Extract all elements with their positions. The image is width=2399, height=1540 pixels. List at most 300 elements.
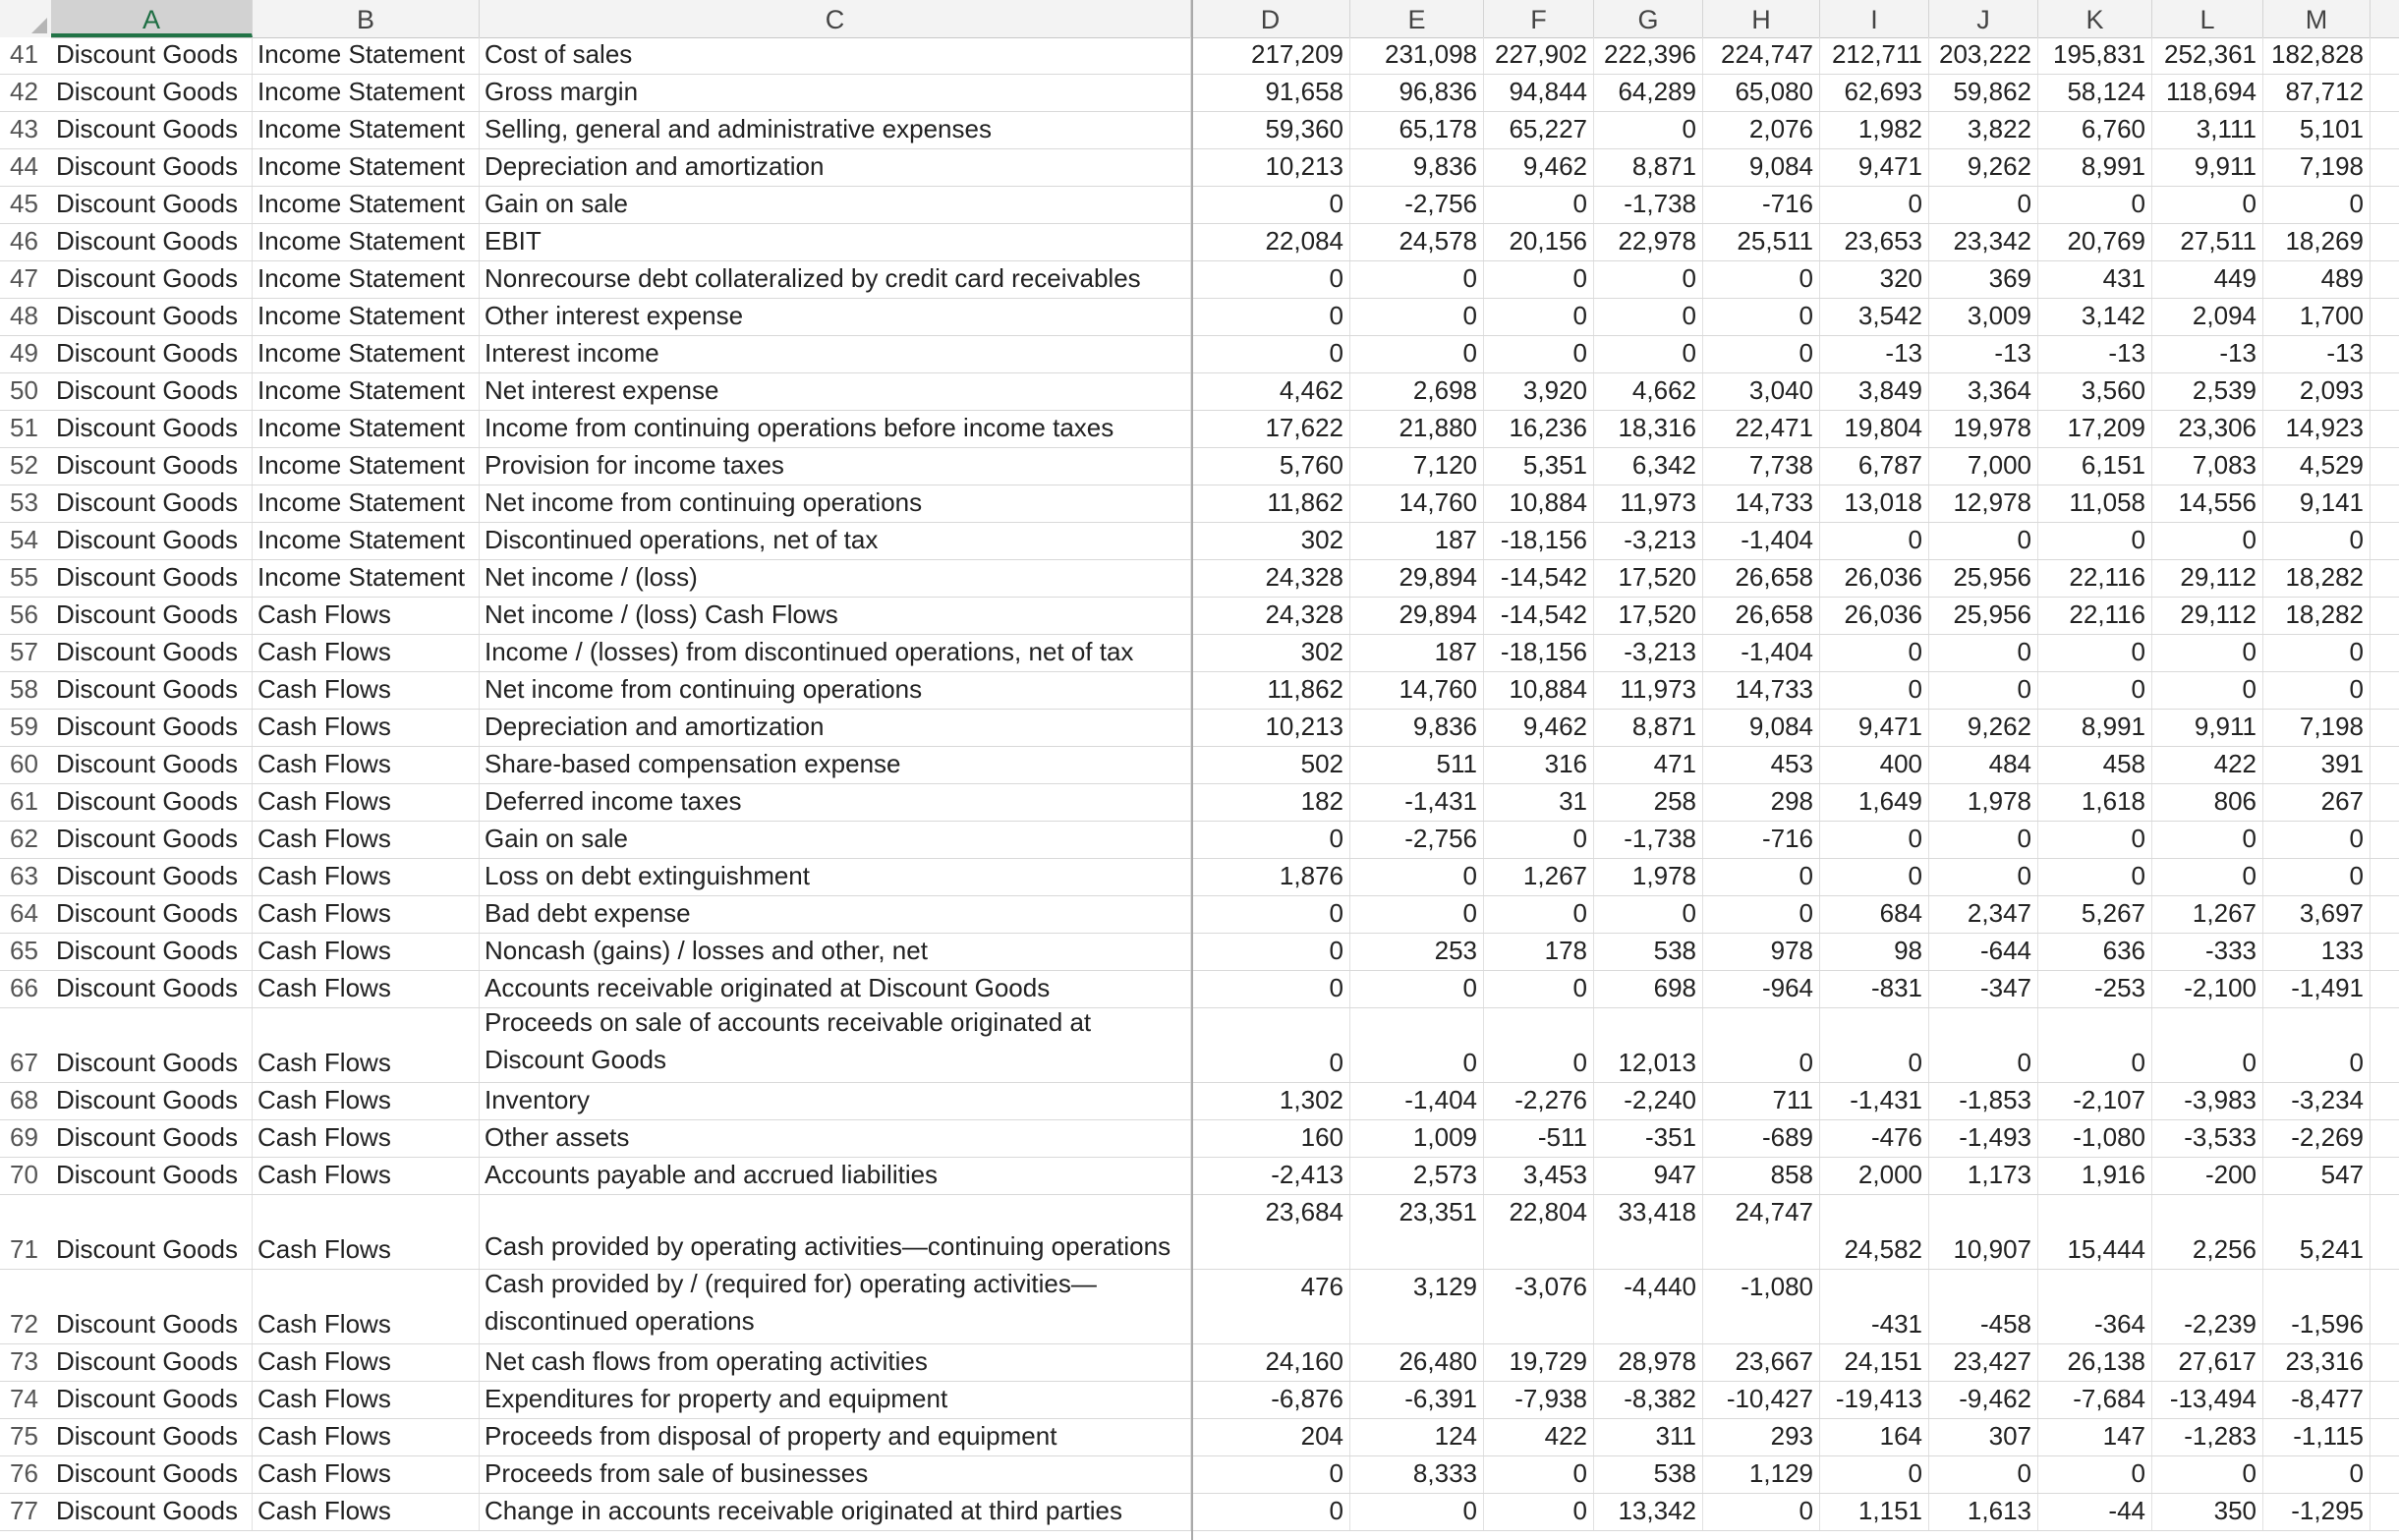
- cell-i[interactable]: 0: [1820, 822, 1929, 858]
- row-header[interactable]: 49: [0, 336, 51, 372]
- cell-f[interactable]: 3,453: [1484, 1158, 1594, 1194]
- cell-e[interactable]: 8,333: [1350, 1456, 1484, 1493]
- cell-e[interactable]: 23,351: [1350, 1195, 1484, 1269]
- cell-j[interactable]: 12,978: [1929, 485, 2038, 522]
- cell-g[interactable]: -1,738: [1594, 822, 1703, 858]
- cell-d[interactable]: 204: [1191, 1419, 1350, 1455]
- cell-k[interactable]: 458: [2038, 747, 2152, 783]
- cell-a[interactable]: Discount Goods: [51, 1494, 253, 1530]
- cell-c[interactable]: Proceeds from sale of businesses: [480, 1456, 1191, 1493]
- row-header[interactable]: 43: [0, 112, 51, 148]
- cell-j[interactable]: 0: [1929, 822, 2038, 858]
- cell-d[interactable]: -2,413: [1191, 1158, 1350, 1194]
- cell-l[interactable]: 7,083: [2152, 448, 2263, 485]
- cell-f[interactable]: 0: [1484, 187, 1594, 223]
- cell-c[interactable]: Cost of sales: [480, 37, 1191, 74]
- cell-c[interactable]: Accounts payable and accrued liabilities: [480, 1158, 1191, 1194]
- row-header[interactable]: 52: [0, 448, 51, 485]
- cell-k[interactable]: 3,560: [2038, 373, 2152, 410]
- cell-h[interactable]: 0: [1703, 1494, 1820, 1530]
- cell-d[interactable]: 0: [1191, 934, 1350, 970]
- cell-d[interactable]: 0: [1191, 299, 1350, 335]
- cell-i[interactable]: 1,151: [1820, 1494, 1929, 1530]
- cell-c[interactable]: Inventory: [480, 1083, 1191, 1119]
- cell-l[interactable]: 2,256: [2152, 1195, 2263, 1269]
- cell-a[interactable]: Discount Goods: [51, 1344, 253, 1381]
- cell-h[interactable]: 9,084: [1703, 710, 1820, 746]
- cell-i[interactable]: 62,693: [1820, 75, 1929, 111]
- cell-i[interactable]: 1,649: [1820, 784, 1929, 821]
- cell-i[interactable]: 23,653: [1820, 224, 1929, 260]
- cell-b[interactable]: Income Statement: [253, 373, 480, 410]
- cell-f[interactable]: 1,267: [1484, 859, 1594, 895]
- cell-c[interactable]: Proceeds from disposal of property and equipment: [480, 1419, 1191, 1455]
- cell-a[interactable]: Discount Goods: [51, 523, 253, 559]
- cell-h[interactable]: 7,738: [1703, 448, 1820, 485]
- cell-l[interactable]: 29,112: [2152, 598, 2263, 634]
- cell-f[interactable]: 9,462: [1484, 149, 1594, 186]
- cell-l[interactable]: 0: [2152, 859, 2263, 895]
- cell-j[interactable]: -644: [1929, 934, 2038, 970]
- cell-c[interactable]: Other assets: [480, 1120, 1191, 1157]
- cell-i[interactable]: 1,982: [1820, 112, 1929, 148]
- cell-j[interactable]: 1,613: [1929, 1494, 2038, 1530]
- cell-h[interactable]: -716: [1703, 187, 1820, 223]
- cell-h[interactable]: 22,471: [1703, 411, 1820, 447]
- cell-j[interactable]: 25,956: [1929, 560, 2038, 597]
- cell-g[interactable]: 17,520: [1594, 598, 1703, 634]
- cell-f[interactable]: 316: [1484, 747, 1594, 783]
- cell-j[interactable]: 0: [1929, 672, 2038, 709]
- cell-h[interactable]: 26,658: [1703, 598, 1820, 634]
- cell-m[interactable]: 9,141: [2263, 485, 2370, 522]
- cell-k[interactable]: 20,769: [2038, 224, 2152, 260]
- cell-h[interactable]: 24,747: [1703, 1195, 1820, 1269]
- cell-k[interactable]: 3,142: [2038, 299, 2152, 335]
- cell-g[interactable]: -2,240: [1594, 1083, 1703, 1119]
- cell-f[interactable]: -2,276: [1484, 1083, 1594, 1119]
- row-header[interactable]: 72: [0, 1270, 51, 1343]
- cell-c[interactable]: Accounts receivable originated at Discount Goods: [480, 971, 1191, 1007]
- cell-h[interactable]: 1,129: [1703, 1456, 1820, 1493]
- cell-h[interactable]: 0: [1703, 336, 1820, 372]
- cell-g[interactable]: 13,342: [1594, 1494, 1703, 1530]
- cell-j[interactable]: -9,462: [1929, 1382, 2038, 1418]
- cell-i[interactable]: 9,471: [1820, 710, 1929, 746]
- cell-l[interactable]: 2,094: [2152, 299, 2263, 335]
- row-header[interactable]: 50: [0, 373, 51, 410]
- cell-l[interactable]: 0: [2152, 1008, 2263, 1082]
- row-header[interactable]: 54: [0, 523, 51, 559]
- cell-j[interactable]: 25,956: [1929, 598, 2038, 634]
- cell-b[interactable]: Cash Flows: [253, 934, 480, 970]
- cell-j[interactable]: -13: [1929, 336, 2038, 372]
- cell-b[interactable]: Cash Flows: [253, 1419, 480, 1455]
- cell-c[interactable]: Depreciation and amortization: [480, 710, 1191, 746]
- cell-k[interactable]: 0: [2038, 859, 2152, 895]
- cell-f[interactable]: 0: [1484, 1494, 1594, 1530]
- cell-i[interactable]: 684: [1820, 896, 1929, 933]
- cell-k[interactable]: 1,916: [2038, 1158, 2152, 1194]
- cell-e[interactable]: 187: [1350, 523, 1484, 559]
- cell-b[interactable]: Cash Flows: [253, 859, 480, 895]
- cell-g[interactable]: 8,871: [1594, 149, 1703, 186]
- cell-e[interactable]: 26,480: [1350, 1344, 1484, 1381]
- cell-d[interactable]: 22,084: [1191, 224, 1350, 260]
- cell-i[interactable]: 13,018: [1820, 485, 1929, 522]
- cell-d[interactable]: 0: [1191, 1456, 1350, 1493]
- cell-d[interactable]: -6,876: [1191, 1382, 1350, 1418]
- cell-g[interactable]: 11,973: [1594, 485, 1703, 522]
- cell-a[interactable]: Discount Goods: [51, 1270, 253, 1343]
- cell-f[interactable]: 22,804: [1484, 1195, 1594, 1269]
- cell-c[interactable]: Provision for income taxes: [480, 448, 1191, 485]
- row-header[interactable]: 51: [0, 411, 51, 447]
- cell-m[interactable]: 18,282: [2263, 598, 2370, 634]
- cell-l[interactable]: 422: [2152, 747, 2263, 783]
- cell-d[interactable]: 5,760: [1191, 448, 1350, 485]
- cell-i[interactable]: 0: [1820, 187, 1929, 223]
- row-header[interactable]: 67: [0, 1008, 51, 1082]
- cell-j[interactable]: 0: [1929, 1456, 2038, 1493]
- column-header-c[interactable]: C: [480, 0, 1191, 37]
- cell-f[interactable]: 0: [1484, 822, 1594, 858]
- cell-c[interactable]: Net income from continuing operations: [480, 485, 1191, 522]
- cell-c[interactable]: Proceeds on sale of accounts receivable originated at Discount Goods: [480, 1008, 1191, 1082]
- cell-k[interactable]: -1,080: [2038, 1120, 2152, 1157]
- cell-j[interactable]: -1,493: [1929, 1120, 2038, 1157]
- cell-f[interactable]: 0: [1484, 896, 1594, 933]
- cell-e[interactable]: 0: [1350, 1008, 1484, 1082]
- cell-m[interactable]: 547: [2263, 1158, 2370, 1194]
- cell-m[interactable]: -3,234: [2263, 1083, 2370, 1119]
- cell-a[interactable]: Discount Goods: [51, 448, 253, 485]
- cell-k[interactable]: -253: [2038, 971, 2152, 1007]
- cell-i[interactable]: -19,413: [1820, 1382, 1929, 1418]
- cell-c[interactable]: Cash provided by operating activities—continuing operations: [480, 1195, 1191, 1269]
- cell-l[interactable]: 9,911: [2152, 710, 2263, 746]
- cell-m[interactable]: -1,295: [2263, 1494, 2370, 1530]
- cell-c[interactable]: Loss on debt extinguishment: [480, 859, 1191, 895]
- row-header[interactable]: 55: [0, 560, 51, 597]
- cell-g[interactable]: 18,316: [1594, 411, 1703, 447]
- cell-l[interactable]: 0: [2152, 672, 2263, 709]
- cell-c[interactable]: Share-based compensation expense: [480, 747, 1191, 783]
- cell-g[interactable]: 17,520: [1594, 560, 1703, 597]
- cell-l[interactable]: 0: [2152, 523, 2263, 559]
- cell-a[interactable]: Discount Goods: [51, 747, 253, 783]
- cell-b[interactable]: Cash Flows: [253, 784, 480, 821]
- column-header-f[interactable]: F: [1484, 0, 1594, 37]
- cell-f[interactable]: 94,844: [1484, 75, 1594, 111]
- cell-a[interactable]: Discount Goods: [51, 598, 253, 634]
- cell-k[interactable]: 58,124: [2038, 75, 2152, 111]
- cell-k[interactable]: 15,444: [2038, 1195, 2152, 1269]
- cell-e[interactable]: 7,120: [1350, 448, 1484, 485]
- row-header[interactable]: 48: [0, 299, 51, 335]
- cell-i[interactable]: -476: [1820, 1120, 1929, 1157]
- cell-h[interactable]: 14,733: [1703, 672, 1820, 709]
- cell-k[interactable]: 6,760: [2038, 112, 2152, 148]
- cell-d[interactable]: 11,862: [1191, 485, 1350, 522]
- cell-c[interactable]: Nonrecourse debt collateralized by credit card receivables: [480, 261, 1191, 298]
- cell-e[interactable]: 9,836: [1350, 710, 1484, 746]
- cell-b[interactable]: Income Statement: [253, 187, 480, 223]
- cell-d[interactable]: 24,328: [1191, 560, 1350, 597]
- cell-e[interactable]: 511: [1350, 747, 1484, 783]
- row-header[interactable]: 68: [0, 1083, 51, 1119]
- cell-d[interactable]: 24,328: [1191, 598, 1350, 634]
- cell-c[interactable]: Gross margin: [480, 75, 1191, 111]
- cell-m[interactable]: -13: [2263, 336, 2370, 372]
- cell-c[interactable]: Change in accounts receivable originated at third parties: [480, 1494, 1191, 1530]
- cell-d[interactable]: 0: [1191, 1494, 1350, 1530]
- cell-g[interactable]: 28,978: [1594, 1344, 1703, 1381]
- cell-c[interactable]: Net income / (loss): [480, 560, 1191, 597]
- cell-a[interactable]: Discount Goods: [51, 224, 253, 260]
- cell-i[interactable]: 98: [1820, 934, 1929, 970]
- cell-e[interactable]: 65,178: [1350, 112, 1484, 148]
- cell-m[interactable]: 0: [2263, 859, 2370, 895]
- cell-d[interactable]: 1,876: [1191, 859, 1350, 895]
- cell-b[interactable]: Income Statement: [253, 224, 480, 260]
- cell-a[interactable]: Discount Goods: [51, 896, 253, 933]
- cell-e[interactable]: 0: [1350, 971, 1484, 1007]
- cell-e[interactable]: 231,098: [1350, 37, 1484, 74]
- cell-b[interactable]: Cash Flows: [253, 1494, 480, 1530]
- cell-k[interactable]: 5,267: [2038, 896, 2152, 933]
- row-header[interactable]: 66: [0, 971, 51, 1007]
- cell-e[interactable]: -1,404: [1350, 1083, 1484, 1119]
- cell-f[interactable]: 227,902: [1484, 37, 1594, 74]
- cell-b[interactable]: Cash Flows: [253, 1120, 480, 1157]
- cell-a[interactable]: Discount Goods: [51, 37, 253, 74]
- cell-i[interactable]: -13: [1820, 336, 1929, 372]
- cell-l[interactable]: -1,283: [2152, 1419, 2263, 1455]
- row-header[interactable]: 46: [0, 224, 51, 260]
- cell-d[interactable]: 23,684: [1191, 1195, 1350, 1269]
- cell-a[interactable]: Discount Goods: [51, 822, 253, 858]
- cell-a[interactable]: Discount Goods: [51, 1456, 253, 1493]
- row-header[interactable]: 45: [0, 187, 51, 223]
- cell-f[interactable]: 178: [1484, 934, 1594, 970]
- cell-d[interactable]: 0: [1191, 822, 1350, 858]
- cell-a[interactable]: Discount Goods: [51, 149, 253, 186]
- frozen-pane-divider[interactable]: [1191, 0, 1193, 1540]
- cell-g[interactable]: 0: [1594, 112, 1703, 148]
- cell-b[interactable]: Income Statement: [253, 448, 480, 485]
- cell-f[interactable]: -7,938: [1484, 1382, 1594, 1418]
- cell-h[interactable]: 0: [1703, 1008, 1820, 1082]
- cell-b[interactable]: Cash Flows: [253, 1195, 480, 1269]
- row-header[interactable]: 73: [0, 1344, 51, 1381]
- cell-i[interactable]: 24,151: [1820, 1344, 1929, 1381]
- column-header-h[interactable]: H: [1703, 0, 1820, 37]
- cell-j[interactable]: 0: [1929, 187, 2038, 223]
- cell-a[interactable]: Discount Goods: [51, 934, 253, 970]
- cell-l[interactable]: 0: [2152, 822, 2263, 858]
- cell-e[interactable]: 124: [1350, 1419, 1484, 1455]
- cell-m[interactable]: 5,101: [2263, 112, 2370, 148]
- row-header[interactable]: 71: [0, 1195, 51, 1269]
- cell-e[interactable]: 253: [1350, 934, 1484, 970]
- cell-e[interactable]: 2,573: [1350, 1158, 1484, 1194]
- cell-m[interactable]: 0: [2263, 1456, 2370, 1493]
- cell-i[interactable]: 0: [1820, 1456, 1929, 1493]
- cell-d[interactable]: 160: [1191, 1120, 1350, 1157]
- cell-i[interactable]: 0: [1820, 672, 1929, 709]
- cell-j[interactable]: 19,978: [1929, 411, 2038, 447]
- cell-e[interactable]: 0: [1350, 336, 1484, 372]
- cell-l[interactable]: -2,239: [2152, 1270, 2263, 1343]
- cell-j[interactable]: 9,262: [1929, 149, 2038, 186]
- cell-a[interactable]: Discount Goods: [51, 560, 253, 597]
- cell-b[interactable]: Income Statement: [253, 560, 480, 597]
- cell-m[interactable]: 133: [2263, 934, 2370, 970]
- cell-i[interactable]: 164: [1820, 1419, 1929, 1455]
- cell-g[interactable]: 222,396: [1594, 37, 1703, 74]
- cell-i[interactable]: 26,036: [1820, 560, 1929, 597]
- cell-j[interactable]: 7,000: [1929, 448, 2038, 485]
- cell-j[interactable]: 59,862: [1929, 75, 2038, 111]
- cell-d[interactable]: 476: [1191, 1270, 1350, 1343]
- cell-f[interactable]: 0: [1484, 336, 1594, 372]
- column-header-b[interactable]: B: [253, 0, 480, 37]
- cell-e[interactable]: -2,756: [1350, 822, 1484, 858]
- cell-a[interactable]: Discount Goods: [51, 1419, 253, 1455]
- cell-m[interactable]: -1,115: [2263, 1419, 2370, 1455]
- cell-a[interactable]: Discount Goods: [51, 710, 253, 746]
- cell-k[interactable]: 0: [2038, 822, 2152, 858]
- cell-b[interactable]: Cash Flows: [253, 1083, 480, 1119]
- cell-c[interactable]: Discontinued operations, net of tax: [480, 523, 1191, 559]
- row-header[interactable]: 74: [0, 1382, 51, 1418]
- cell-i[interactable]: 19,804: [1820, 411, 1929, 447]
- cell-e[interactable]: 29,894: [1350, 560, 1484, 597]
- cell-j[interactable]: 3,009: [1929, 299, 2038, 335]
- cell-b[interactable]: Cash Flows: [253, 635, 480, 671]
- cell-k[interactable]: -44: [2038, 1494, 2152, 1530]
- cell-l[interactable]: 27,511: [2152, 224, 2263, 260]
- cell-f[interactable]: 422: [1484, 1419, 1594, 1455]
- cell-j[interactable]: 1,173: [1929, 1158, 2038, 1194]
- cell-f[interactable]: -18,156: [1484, 635, 1594, 671]
- select-all-corner[interactable]: [0, 0, 52, 37]
- cell-d[interactable]: 17,622: [1191, 411, 1350, 447]
- cell-c[interactable]: Noncash (gains) / losses and other, net: [480, 934, 1191, 970]
- cell-e[interactable]: 0: [1350, 261, 1484, 298]
- column-header-g[interactable]: G: [1594, 0, 1703, 37]
- cell-d[interactable]: 182: [1191, 784, 1350, 821]
- cell-d[interactable]: 10,213: [1191, 149, 1350, 186]
- cell-h[interactable]: 858: [1703, 1158, 1820, 1194]
- row-header[interactable]: 56: [0, 598, 51, 634]
- cell-h[interactable]: -1,080: [1703, 1270, 1820, 1343]
- row-header[interactable]: 63: [0, 859, 51, 895]
- cell-d[interactable]: 0: [1191, 1008, 1350, 1082]
- cell-a[interactable]: Discount Goods: [51, 261, 253, 298]
- row-header[interactable]: 47: [0, 261, 51, 298]
- cell-l[interactable]: 14,556: [2152, 485, 2263, 522]
- cell-k[interactable]: 636: [2038, 934, 2152, 970]
- cell-k[interactable]: -2,107: [2038, 1083, 2152, 1119]
- cell-k[interactable]: 431: [2038, 261, 2152, 298]
- cell-f[interactable]: 20,156: [1484, 224, 1594, 260]
- cell-m[interactable]: 23,316: [2263, 1344, 2370, 1381]
- cell-l[interactable]: 350: [2152, 1494, 2263, 1530]
- row-header[interactable]: 70: [0, 1158, 51, 1194]
- cell-g[interactable]: 22,978: [1594, 224, 1703, 260]
- cell-l[interactable]: 252,361: [2152, 37, 2263, 74]
- cell-m[interactable]: 0: [2263, 523, 2370, 559]
- cell-e[interactable]: 0: [1350, 859, 1484, 895]
- cell-c[interactable]: Other interest expense: [480, 299, 1191, 335]
- cell-b[interactable]: Cash Flows: [253, 1008, 480, 1082]
- row-header[interactable]: 44: [0, 149, 51, 186]
- cell-g[interactable]: 12,013: [1594, 1008, 1703, 1082]
- cell-f[interactable]: 0: [1484, 1456, 1594, 1493]
- cell-a[interactable]: Discount Goods: [51, 635, 253, 671]
- cell-m[interactable]: 4,529: [2263, 448, 2370, 485]
- cell-l[interactable]: 0: [2152, 1456, 2263, 1493]
- cell-l[interactable]: 0: [2152, 635, 2263, 671]
- cell-g[interactable]: 4,662: [1594, 373, 1703, 410]
- cell-i[interactable]: 26,036: [1820, 598, 1929, 634]
- cell-a[interactable]: Discount Goods: [51, 1382, 253, 1418]
- cell-m[interactable]: 489: [2263, 261, 2370, 298]
- cell-e[interactable]: 1,009: [1350, 1120, 1484, 1157]
- row-header[interactable]: 58: [0, 672, 51, 709]
- row-header[interactable]: 65: [0, 934, 51, 970]
- cell-m[interactable]: 182,828: [2263, 37, 2370, 74]
- cell-h[interactable]: 293: [1703, 1419, 1820, 1455]
- cell-h[interactable]: 9,084: [1703, 149, 1820, 186]
- cell-l[interactable]: -200: [2152, 1158, 2263, 1194]
- cell-m[interactable]: 267: [2263, 784, 2370, 821]
- cell-l[interactable]: 449: [2152, 261, 2263, 298]
- cell-b[interactable]: Cash Flows: [253, 1456, 480, 1493]
- cell-m[interactable]: 18,282: [2263, 560, 2370, 597]
- cell-k[interactable]: 1,618: [2038, 784, 2152, 821]
- cell-e[interactable]: 0: [1350, 896, 1484, 933]
- cell-j[interactable]: 484: [1929, 747, 2038, 783]
- cell-g[interactable]: 6,342: [1594, 448, 1703, 485]
- cell-j[interactable]: -458: [1929, 1270, 2038, 1343]
- cell-e[interactable]: 3,129: [1350, 1270, 1484, 1343]
- cell-k[interactable]: 0: [2038, 187, 2152, 223]
- cell-h[interactable]: -716: [1703, 822, 1820, 858]
- cell-c[interactable]: Bad debt expense: [480, 896, 1191, 933]
- cell-i[interactable]: 3,542: [1820, 299, 1929, 335]
- cell-k[interactable]: 17,209: [2038, 411, 2152, 447]
- row-header[interactable]: 61: [0, 784, 51, 821]
- cell-f[interactable]: 9,462: [1484, 710, 1594, 746]
- cell-d[interactable]: 24,160: [1191, 1344, 1350, 1381]
- cell-b[interactable]: Cash Flows: [253, 1158, 480, 1194]
- cell-c[interactable]: Income from continuing operations before income taxes: [480, 411, 1191, 447]
- cell-k[interactable]: 11,058: [2038, 485, 2152, 522]
- cell-h[interactable]: 0: [1703, 299, 1820, 335]
- cell-d[interactable]: 4,462: [1191, 373, 1350, 410]
- row-header[interactable]: 76: [0, 1456, 51, 1493]
- cell-j[interactable]: 307: [1929, 1419, 2038, 1455]
- cell-f[interactable]: -14,542: [1484, 560, 1594, 597]
- cell-h[interactable]: 453: [1703, 747, 1820, 783]
- cell-h[interactable]: 978: [1703, 934, 1820, 970]
- cell-d[interactable]: 0: [1191, 187, 1350, 223]
- column-header-m[interactable]: M: [2263, 0, 2370, 37]
- cell-k[interactable]: 0: [2038, 1456, 2152, 1493]
